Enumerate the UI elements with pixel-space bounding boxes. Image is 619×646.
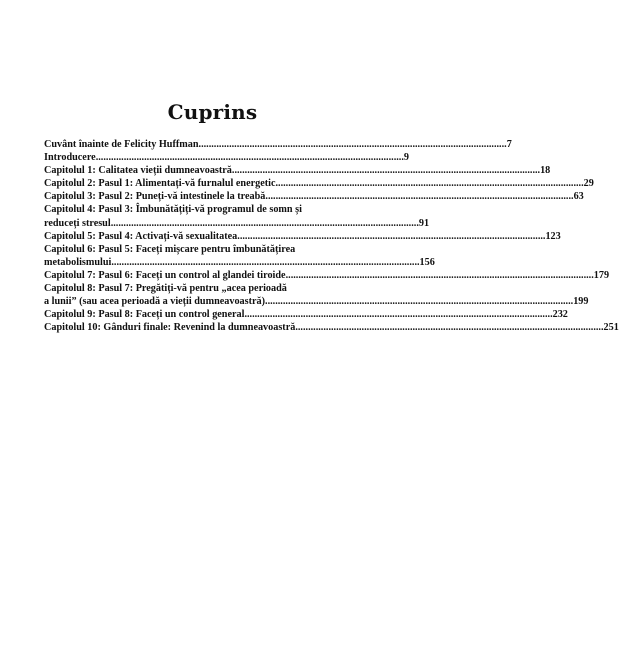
toc-entry-text: Capitolul 5: Pasul 4: Activați-vă sexualitatea [44,230,238,242]
toc-entry-text: Capitolul 10: Gânduri finale: Revenind la dumneavoastră [44,322,296,334]
toc-entry-introduction [44,151,409,164]
toc-leader-dots: ......................................................................................................................... [198,139,507,150]
toc-entry-chapter-6-line1: Capitolul 6: Pasul 5: Faceți mișcare pentru îmbunătățirea [44,243,296,255]
toc-entry-text: Cuvânt înainte de Felicity Huffman [44,139,199,150]
toc-entry-text: Capitolul 7: Pasul 6: Faceți un control al glandei tiroide [44,269,286,281]
toc-entry-chapter-2 [44,177,594,190]
toc-entry-foreword [44,138,512,151]
toc-page-number: 156 [419,256,435,268]
toc-entry-text: reduceți stresul [44,217,111,229]
toc-page-number: 18 [540,165,551,177]
toc-page-number: 232 [552,309,568,321]
page-title: Cuprins [167,100,258,124]
toc-entry-chapter-5 [44,230,561,243]
toc-leader-dots: ......................................................................................................................... [237,230,546,242]
toc-entry-text: Introducere [44,152,96,164]
toc-entry-chapter-1 [44,164,551,177]
toc-entry-text: Capitolul 9: Pasul 8: Faceți un control general [44,309,245,321]
toc-leader-dots: ......................................................................................................................... [295,322,604,334]
toc-page-number: 63 [573,191,584,203]
toc-leader-dots: ......................................................................................................................... [285,269,594,281]
toc-page-number: 179 [593,269,610,281]
toc-leader-dots: ......................................................................................................................... [265,191,574,203]
toc-entry-chapter-9 [44,308,568,321]
toc-page-number: 29 [583,178,594,190]
toc-entry-text: a lunii” (sau acea perioadă a vieții dumneavoastră) [44,296,266,308]
toc-page-number: 9 [403,152,409,164]
toc-leader-dots: ......................................................................................................................... [244,309,553,321]
toc-entry-text: metabolismului [44,256,112,268]
toc-leader-dots: ......................................................................................................................... [265,296,574,308]
toc-page-number: 251 [603,322,619,334]
toc-page-number: 199 [573,296,589,308]
toc-leader-dots: ......................................................................................................................... [110,217,419,229]
toc-leader-dots: ......................................................................................................................... [275,178,584,190]
toc-entry-chapter-8-line1: Capitolul 8: Pasul 7: Pregătiți-vă pentru „acea perioadă [44,283,287,295]
toc-entry-chapter-7 [44,269,610,282]
toc-entry-chapter-4-line1: Capitolul 4: Pasul 3: Îmbunătățiți-vă programul de somn și [44,204,302,216]
toc-leader-dots: ......................................................................................................................... [95,152,404,164]
toc-entry-chapter-10 [44,321,619,334]
toc-entry-text: Capitolul 3: Pasul 2: Puneți-vă intestinele la treabă [44,191,266,203]
table-of-contents [44,138,619,334]
toc-entry-chapter-3 [44,190,584,203]
toc-entry-text: Capitolul 1: Calitatea vieții dumneavoastră [44,165,232,177]
toc-leader-dots: ......................................................................................................................... [111,256,420,268]
toc-page-number: 91 [418,217,430,229]
toc-entry-text: Capitolul 2: Pasul 1: Alimentați-vă furnalul energetic [44,178,276,190]
toc-page-number: 7 [506,139,512,150]
toc-page-number: 123 [545,230,561,242]
toc-entry-chapter-4 [44,217,430,230]
toc-entry-chapter-6 [44,256,435,269]
toc-leader-dots: ......................................................................................................................... [231,165,541,177]
toc-entry-chapter-8 [44,295,589,308]
